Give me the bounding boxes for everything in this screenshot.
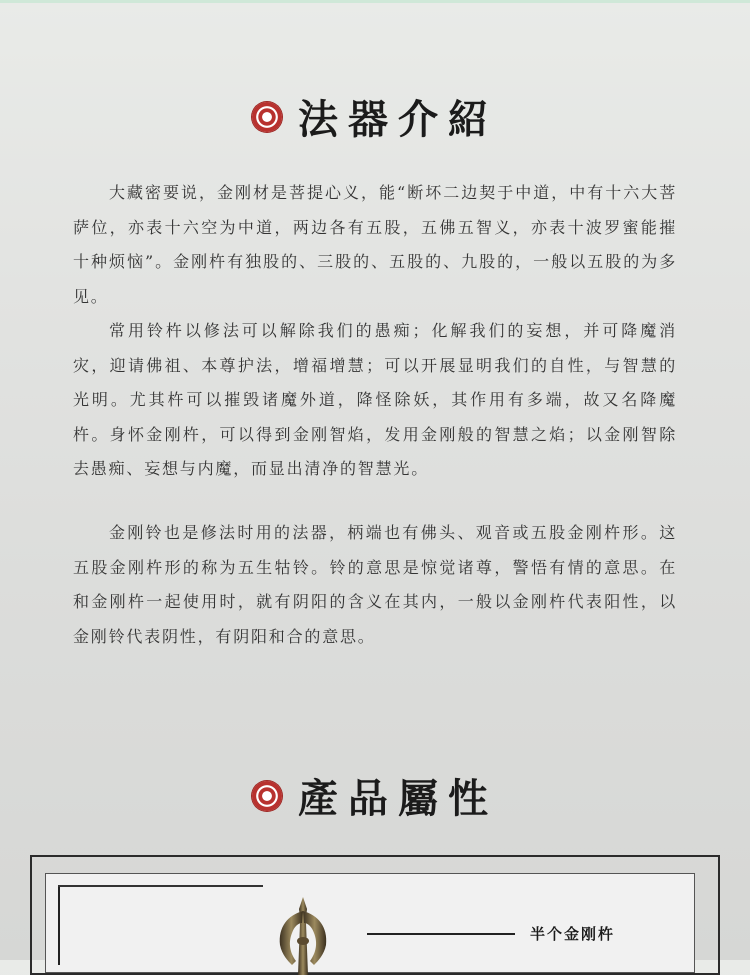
section-title-intro: 法器介紹 — [298, 96, 498, 143]
paragraph-text: 常用铃杵以修法可以解除我们的愚痴；化解我们的妄想，并可降魔消灾，迎请佛祖、本尊护法，增福增慧；可以开展显明我们的自性，与智慧的光明。尤其杵可以摧毁诸魔外道，降怪除妖，其作用有多端，故又名降魔杵。身怀金刚杵，可以得到金刚智焰，发用金刚般的智慧之焰；以金刚智除去愚痴、妄想与内魔，而显出清净的智慧光。 — [73, 321, 677, 478]
top-accent-line — [0, 0, 750, 3]
frame-corner-vertical — [58, 885, 60, 965]
section-header-attributes — [0, 767, 750, 824]
part-label: 半个金刚杵 — [530, 925, 616, 943]
intro-paragraph-2 — [73, 314, 677, 487]
paragraph-text: 大藏密要说，金刚材是菩提心义，能“断坏二边契于中道，中有十六大菩萨位，亦表十六空为中道，两边各有五股，五佛五智义，亦表十波罗蜜能摧十种烦恼”。金刚杵有独股的、三股的、五股的、九股的，一般以五股的为多见。 — [73, 183, 677, 306]
intro-paragraph-1 — [73, 176, 677, 314]
intro-paragraph-3 — [73, 516, 677, 654]
frame-corner-horizontal — [58, 885, 263, 887]
section-header-intro — [0, 88, 750, 145]
seal-icon — [252, 781, 282, 811]
paragraph-text: 金刚铃也是修法时用的法器，柄端也有佛头、观音或五股金刚杵形。这五股金刚杵形的称为五生牯铃。铃的意思是惊觉诸尊，警悟有情的意思。在和金刚杵一起使用时，就有阴阳的含义在其内，一般以金刚杵代表阳性，以金刚铃代表阴性，有阴阳和合的意思。 — [73, 523, 677, 646]
callout-line — [367, 933, 515, 935]
section-title-attributes: 產品屬性 — [298, 775, 498, 822]
seal-icon — [252, 102, 282, 132]
vajra-image — [258, 895, 348, 975]
